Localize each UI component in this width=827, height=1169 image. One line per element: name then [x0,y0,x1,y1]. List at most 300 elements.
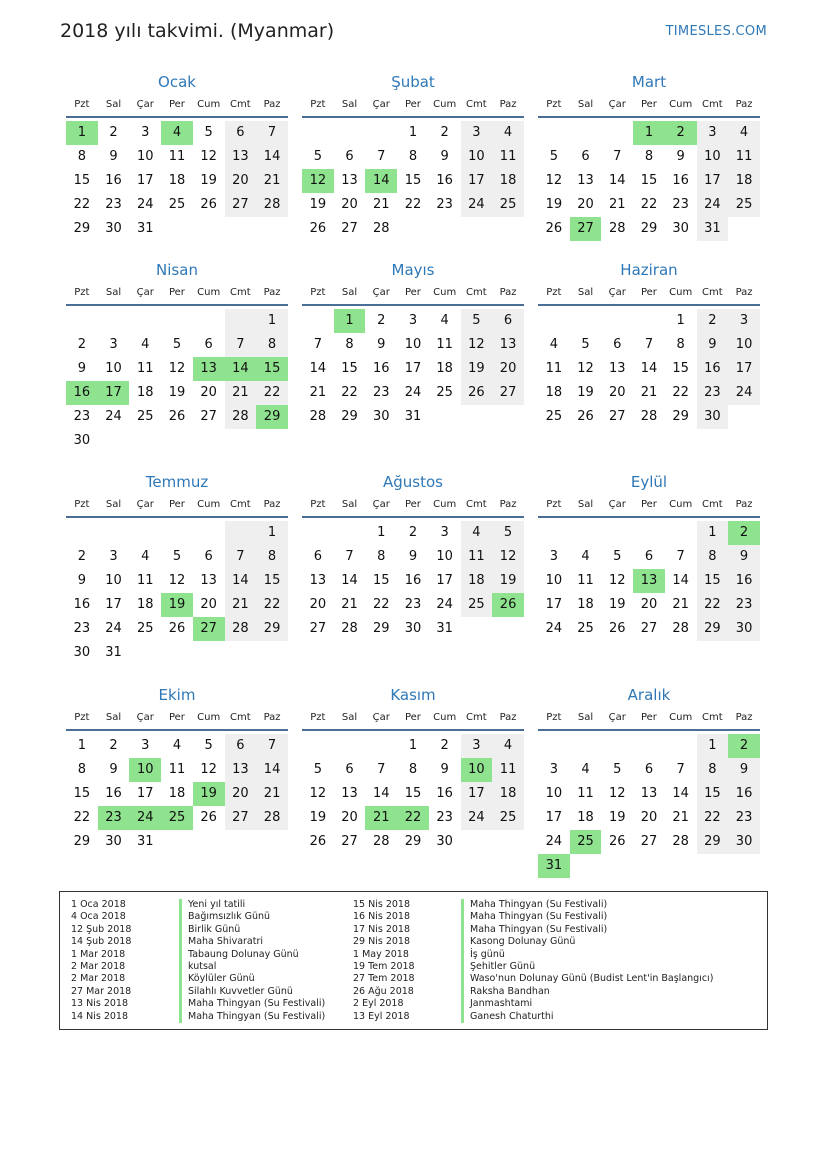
day-cell[interactable]: 6 [204,337,213,352]
day-cell[interactable]: 28 [225,617,257,641]
holiday-day-cell[interactable]: 13 [633,569,665,593]
day-cell[interactable]: 10 [136,149,154,164]
day-cell[interactable]: 25 [136,409,154,424]
day-cell[interactable]: 11 [461,545,493,569]
day-cell[interactable]: 12 [608,786,626,801]
day-cell[interactable]: 27 [640,834,658,849]
day-cell[interactable]: 26 [545,221,563,236]
day-cell[interactable]: 12 [309,786,327,801]
day-cell[interactable]: 3 [461,734,493,758]
day-cell[interactable]: 20 [577,197,594,212]
day-cell[interactable]: 17 [461,782,493,806]
day-cell[interactable]: 16 [728,569,760,593]
day-cell[interactable]: 15 [73,173,91,188]
day-cell[interactable]: 11 [577,786,594,801]
day-cell[interactable]: 21 [256,782,288,806]
day-cell[interactable]: 6 [204,549,213,564]
day-cell[interactable]: 10 [697,145,729,169]
day-cell[interactable]: 14 [225,569,257,593]
day-cell[interactable]: 27 [200,409,217,424]
day-cell[interactable]: 15 [372,573,390,588]
day-cell[interactable]: 3 [440,525,449,540]
day-cell[interactable]: 2 [77,337,86,352]
day-cell[interactable]: 9 [676,149,685,164]
day-cell[interactable]: 13 [309,573,327,588]
holiday-day-cell[interactable]: 12 [302,169,334,193]
day-cell[interactable]: 27 [492,381,524,405]
day-cell[interactable]: 1 [377,525,386,540]
day-cell[interactable]: 9 [408,549,418,564]
day-cell[interactable]: 12 [168,573,186,588]
day-cell[interactable]: 12 [168,361,186,376]
day-cell[interactable]: 5 [613,762,622,777]
day-cell[interactable]: 29 [73,834,91,849]
day-cell[interactable]: 8 [676,337,685,352]
day-cell[interactable]: 22 [73,197,91,212]
day-cell[interactable]: 24 [545,621,563,636]
day-cell[interactable]: 8 [256,545,288,569]
day-cell[interactable]: 28 [608,221,626,236]
day-cell[interactable]: 24 [105,621,122,636]
day-cell[interactable]: 2 [408,525,418,540]
day-cell[interactable]: 14 [672,573,689,588]
day-cell[interactable]: 29 [697,617,729,641]
day-cell[interactable]: 27 [225,806,257,830]
day-cell[interactable]: 5 [461,309,493,333]
holiday-day-cell[interactable]: 25 [161,806,193,830]
day-cell[interactable]: 24 [404,385,422,400]
day-cell[interactable]: 18 [168,173,186,188]
day-cell[interactable]: 30 [372,409,390,424]
holiday-day-cell[interactable]: 19 [193,782,225,806]
day-cell[interactable]: 14 [372,786,390,801]
day-cell[interactable]: 20 [341,197,358,212]
day-cell[interactable]: 2 [377,313,386,328]
day-cell[interactable]: 19 [200,173,217,188]
day-cell[interactable]: 18 [728,169,760,193]
holiday-day-cell[interactable]: 10 [129,758,161,782]
day-cell[interactable]: 3 [728,309,760,333]
day-cell[interactable]: 15 [697,782,729,806]
day-cell[interactable]: 5 [549,149,558,164]
day-cell[interactable]: 12 [577,361,594,376]
day-cell[interactable]: 17 [136,173,154,188]
day-cell[interactable]: 6 [613,337,622,352]
day-cell[interactable]: 15 [73,786,91,801]
day-cell[interactable]: 29 [372,621,390,636]
day-cell[interactable]: 1 [697,734,729,758]
day-cell[interactable]: 5 [204,738,213,753]
day-cell[interactable]: 10 [545,573,563,588]
day-cell[interactable]: 26 [461,381,493,405]
day-cell[interactable]: 15 [697,569,729,593]
day-cell[interactable]: 22 [73,810,91,825]
day-cell[interactable]: 30 [105,221,122,236]
day-cell[interactable]: 23 [73,409,91,424]
holiday-day-cell[interactable]: 22 [397,806,429,830]
day-cell[interactable]: 30 [105,834,122,849]
day-cell[interactable]: 3 [141,125,150,140]
day-cell[interactable]: 9 [77,361,86,376]
day-cell[interactable]: 7 [377,149,386,164]
day-cell[interactable]: 5 [492,521,524,545]
day-cell[interactable]: 20 [225,782,257,806]
day-cell[interactable]: 31 [697,217,729,241]
day-cell[interactable]: 23 [728,593,760,617]
day-cell[interactable]: 13 [225,145,257,169]
day-cell[interactable]: 7 [377,762,386,777]
day-cell[interactable]: 5 [313,149,322,164]
day-cell[interactable]: 4 [581,549,590,564]
day-cell[interactable]: 9 [77,573,86,588]
day-cell[interactable]: 21 [341,597,358,612]
day-cell[interactable]: 5 [172,337,182,352]
day-cell[interactable]: 16 [672,173,689,188]
day-cell[interactable]: 8 [77,149,86,164]
day-cell[interactable]: 24 [136,197,154,212]
day-cell[interactable]: 2 [109,738,118,753]
day-cell[interactable]: 22 [256,381,288,405]
day-cell[interactable]: 17 [728,357,760,381]
day-cell[interactable]: 30 [436,834,453,849]
day-cell[interactable]: 7 [225,333,257,357]
day-cell[interactable]: 11 [492,758,524,782]
day-cell[interactable]: 21 [225,593,257,617]
day-cell[interactable]: 11 [436,337,453,352]
day-cell[interactable]: 21 [672,810,689,825]
day-cell[interactable]: 3 [109,549,118,564]
day-cell[interactable]: 22 [404,197,422,212]
day-cell[interactable]: 21 [640,385,658,400]
day-cell[interactable]: 20 [309,597,327,612]
holiday-day-cell[interactable]: 13 [193,357,225,381]
day-cell[interactable]: 4 [492,734,524,758]
day-cell[interactable]: 26 [577,409,594,424]
day-cell[interactable]: 25 [436,385,453,400]
day-cell[interactable]: 14 [256,145,288,169]
day-cell[interactable]: 23 [372,385,390,400]
day-cell[interactable]: 4 [141,549,150,564]
day-cell[interactable]: 13 [608,361,626,376]
day-cell[interactable]: 6 [644,762,654,777]
day-cell[interactable]: 31 [404,409,422,424]
day-cell[interactable]: 7 [676,549,685,564]
holiday-day-cell[interactable]: 2 [728,734,760,758]
holiday-day-cell[interactable]: 4 [161,121,193,145]
day-cell[interactable]: 3 [408,313,418,328]
day-cell[interactable]: 19 [168,385,186,400]
day-cell[interactable]: 4 [172,738,182,753]
day-cell[interactable]: 18 [168,786,186,801]
day-cell[interactable]: 8 [256,333,288,357]
day-cell[interactable]: 9 [728,758,760,782]
day-cell[interactable]: 3 [109,337,118,352]
day-cell[interactable]: 15 [404,786,422,801]
day-cell[interactable]: 6 [644,549,654,564]
day-cell[interactable]: 6 [225,121,257,145]
day-cell[interactable]: 18 [436,361,453,376]
day-cell[interactable]: 18 [461,569,493,593]
day-cell[interactable]: 20 [200,385,217,400]
day-cell[interactable]: 21 [309,385,327,400]
day-cell[interactable]: 28 [372,221,390,236]
day-cell[interactable]: 16 [697,357,729,381]
holiday-day-cell[interactable]: 27 [570,217,602,241]
day-cell[interactable]: 5 [172,549,182,564]
day-cell[interactable]: 19 [461,357,493,381]
day-cell[interactable]: 4 [728,121,760,145]
day-cell[interactable]: 28 [225,405,257,429]
day-cell[interactable]: 26 [309,221,327,236]
holiday-day-cell[interactable]: 15 [256,357,288,381]
day-cell[interactable]: 25 [461,593,493,617]
day-cell[interactable]: 21 [608,197,626,212]
day-cell[interactable]: 22 [697,806,729,830]
day-cell[interactable]: 30 [73,433,91,448]
day-cell[interactable]: 11 [545,361,563,376]
day-cell[interactable]: 14 [256,758,288,782]
day-cell[interactable]: 12 [545,173,563,188]
day-cell[interactable]: 7 [256,121,288,145]
day-cell[interactable]: 9 [109,762,118,777]
day-cell[interactable]: 24 [461,193,493,217]
holiday-day-cell[interactable]: 14 [365,169,397,193]
day-cell[interactable]: 7 [345,549,354,564]
day-cell[interactable]: 16 [436,173,453,188]
holiday-day-cell[interactable]: 1 [334,309,366,333]
day-cell[interactable]: 29 [341,409,358,424]
day-cell[interactable]: 7 [313,337,322,352]
day-cell[interactable]: 1 [676,313,685,328]
day-cell[interactable]: 12 [461,333,493,357]
day-cell[interactable]: 30 [672,221,689,236]
day-cell[interactable]: 23 [105,197,122,212]
day-cell[interactable]: 23 [728,806,760,830]
day-cell[interactable]: 13 [225,758,257,782]
day-cell[interactable]: 28 [672,834,689,849]
day-cell[interactable]: 2 [77,549,86,564]
day-cell[interactable]: 25 [728,193,760,217]
day-cell[interactable]: 10 [404,337,422,352]
day-cell[interactable]: 27 [309,621,327,636]
day-cell[interactable]: 28 [256,806,288,830]
day-cell[interactable]: 23 [404,597,422,612]
day-cell[interactable]: 15 [672,361,689,376]
day-cell[interactable]: 9 [697,333,729,357]
day-cell[interactable]: 10 [545,786,563,801]
day-cell[interactable]: 9 [440,149,449,164]
day-cell[interactable]: 9 [728,545,760,569]
day-cell[interactable]: 29 [640,221,658,236]
day-cell[interactable]: 19 [545,197,563,212]
day-cell[interactable]: 31 [136,221,154,236]
day-cell[interactable]: 14 [608,173,626,188]
day-cell[interactable]: 17 [461,169,493,193]
day-cell[interactable]: 10 [436,549,453,564]
day-cell[interactable]: 16 [436,786,453,801]
day-cell[interactable]: 18 [492,782,524,806]
day-cell[interactable]: 6 [345,762,354,777]
day-cell[interactable]: 6 [492,309,524,333]
day-cell[interactable]: 15 [341,361,358,376]
day-cell[interactable]: 26 [168,621,186,636]
day-cell[interactable]: 27 [341,834,358,849]
day-cell[interactable]: 19 [577,385,594,400]
day-cell[interactable]: 28 [372,834,390,849]
day-cell[interactable]: 1 [77,738,86,753]
day-cell[interactable]: 15 [640,173,658,188]
day-cell[interactable]: 13 [492,333,524,357]
day-cell[interactable]: 20 [640,810,658,825]
day-cell[interactable]: 31 [105,645,122,660]
day-cell[interactable]: 2 [697,309,729,333]
day-cell[interactable]: 4 [492,121,524,145]
holiday-day-cell[interactable]: 17 [98,381,130,405]
day-cell[interactable]: 23 [73,621,91,636]
day-cell[interactable]: 22 [640,197,658,212]
day-cell[interactable]: 16 [372,361,390,376]
day-cell[interactable]: 22 [256,593,288,617]
day-cell[interactable]: 8 [408,762,418,777]
day-cell[interactable]: 25 [136,621,154,636]
day-cell[interactable]: 29 [73,221,91,236]
holiday-day-cell[interactable]: 23 [98,806,130,830]
day-cell[interactable]: 23 [436,197,453,212]
day-cell[interactable]: 10 [461,145,493,169]
day-cell[interactable]: 31 [136,834,154,849]
day-cell[interactable]: 19 [309,197,327,212]
day-cell[interactable]: 18 [577,597,594,612]
day-cell[interactable]: 6 [581,149,590,164]
day-cell[interactable]: 4 [440,313,449,328]
day-cell[interactable]: 20 [640,597,658,612]
day-cell[interactable]: 19 [309,810,327,825]
day-cell[interactable]: 19 [492,569,524,593]
day-cell[interactable]: 28 [672,621,689,636]
day-cell[interactable]: 25 [492,193,524,217]
holiday-day-cell[interactable]: 2 [665,121,697,145]
day-cell[interactable]: 9 [109,149,118,164]
day-cell[interactable]: 12 [200,149,217,164]
holiday-day-cell[interactable]: 19 [161,593,193,617]
day-cell[interactable]: 30 [728,830,760,854]
day-cell[interactable]: 1 [408,125,418,140]
holiday-day-cell[interactable]: 29 [256,405,288,429]
day-cell[interactable]: 30 [404,621,422,636]
day-cell[interactable]: 28 [309,409,327,424]
holiday-day-cell[interactable]: 27 [193,617,225,641]
day-cell[interactable]: 8 [377,549,386,564]
day-cell[interactable]: 27 [640,621,658,636]
day-cell[interactable]: 1 [408,738,418,753]
day-cell[interactable]: 12 [492,545,524,569]
day-cell[interactable]: 8 [408,149,418,164]
day-cell[interactable]: 27 [341,221,358,236]
day-cell[interactable]: 18 [136,385,154,400]
day-cell[interactable]: 16 [105,173,122,188]
day-cell[interactable]: 14 [640,361,658,376]
holiday-day-cell[interactable]: 26 [492,593,524,617]
day-cell[interactable]: 3 [697,121,729,145]
day-cell[interactable]: 18 [545,385,563,400]
day-cell[interactable]: 27 [225,193,257,217]
day-cell[interactable]: 28 [640,409,658,424]
day-cell[interactable]: 30 [73,645,91,660]
day-cell[interactable]: 5 [581,337,590,352]
day-cell[interactable]: 20 [225,169,257,193]
holiday-day-cell[interactable]: 21 [365,806,397,830]
day-cell[interactable]: 1 [256,521,288,545]
holiday-day-cell[interactable]: 24 [129,806,161,830]
day-cell[interactable]: 27 [608,409,626,424]
day-cell[interactable]: 10 [728,333,760,357]
day-cell[interactable]: 24 [105,409,122,424]
day-cell[interactable]: 21 [225,381,257,405]
day-cell[interactable]: 25 [545,409,563,424]
day-cell[interactable]: 17 [136,786,154,801]
day-cell[interactable]: 7 [644,337,654,352]
day-cell[interactable]: 21 [672,597,689,612]
day-cell[interactable]: 6 [345,149,354,164]
day-cell[interactable]: 22 [372,597,390,612]
day-cell[interactable]: 11 [168,762,186,777]
day-cell[interactable]: 10 [105,573,122,588]
day-cell[interactable]: 6 [225,734,257,758]
day-cell[interactable]: 5 [204,125,213,140]
day-cell[interactable]: 11 [168,149,186,164]
day-cell[interactable]: 2 [440,125,449,140]
day-cell[interactable]: 1 [697,521,729,545]
day-cell[interactable]: 29 [697,830,729,854]
day-cell[interactable]: 17 [545,810,563,825]
day-cell[interactable]: 11 [577,573,594,588]
day-cell[interactable]: 21 [372,197,390,212]
day-cell[interactable]: 7 [256,734,288,758]
day-cell[interactable]: 26 [608,621,626,636]
day-cell[interactable]: 16 [728,782,760,806]
day-cell[interactable]: 17 [545,597,563,612]
day-cell[interactable]: 13 [577,173,594,188]
day-cell[interactable]: 17 [404,361,422,376]
day-cell[interactable]: 1 [256,309,288,333]
day-cell[interactable]: 7 [676,762,685,777]
day-cell[interactable]: 24 [436,597,453,612]
day-cell[interactable]: 12 [200,762,217,777]
day-cell[interactable]: 19 [608,597,626,612]
day-cell[interactable]: 8 [644,149,654,164]
holiday-day-cell[interactable]: 25 [570,830,602,854]
day-cell[interactable]: 8 [345,337,354,352]
holiday-day-cell[interactable]: 14 [225,357,257,381]
day-cell[interactable]: 18 [577,810,594,825]
day-cell[interactable]: 13 [341,786,358,801]
day-cell[interactable]: 24 [461,806,493,830]
holiday-day-cell[interactable]: 10 [461,758,493,782]
day-cell[interactable]: 24 [697,193,729,217]
day-cell[interactable]: 29 [256,617,288,641]
day-cell[interactable]: 22 [341,385,358,400]
day-cell[interactable]: 4 [141,337,150,352]
day-cell[interactable]: 13 [640,786,658,801]
day-cell[interactable]: 22 [672,385,689,400]
day-cell[interactable]: 25 [577,621,594,636]
day-cell[interactable]: 25 [492,806,524,830]
day-cell[interactable]: 2 [109,125,118,140]
day-cell[interactable]: 15 [404,173,422,188]
day-cell[interactable]: 20 [341,810,358,825]
day-cell[interactable]: 9 [440,762,449,777]
day-cell[interactable]: 3 [549,549,558,564]
